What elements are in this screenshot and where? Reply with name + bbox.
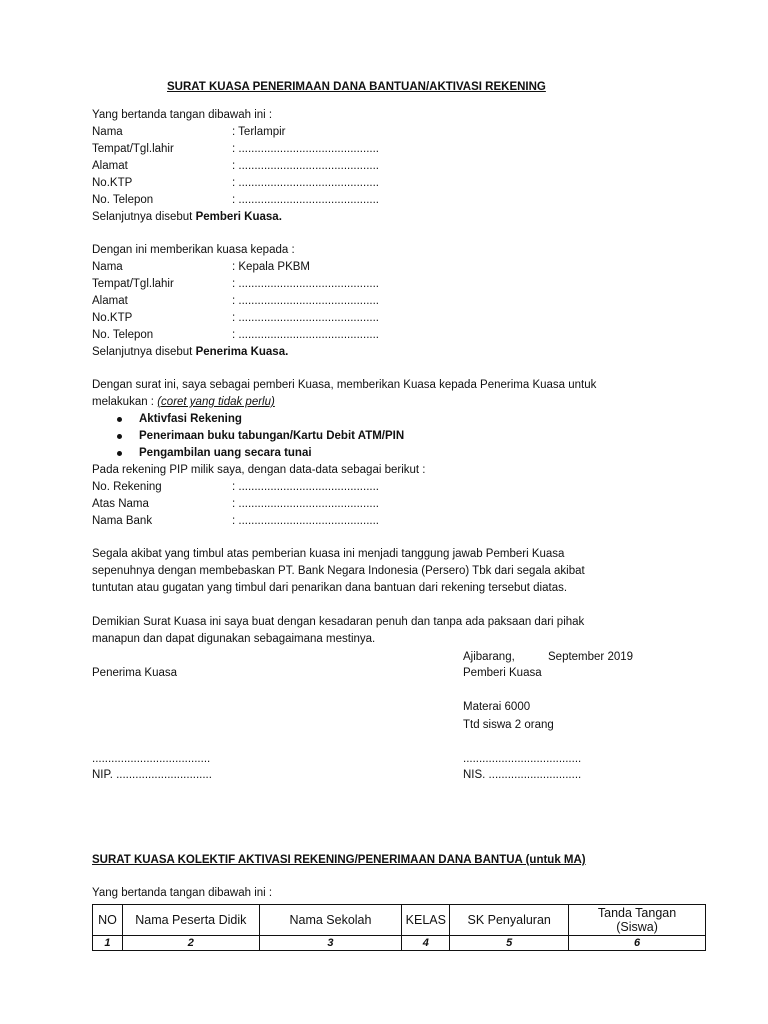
table-header-cell: KELAS — [402, 905, 450, 936]
field-label: No. Telepon — [92, 194, 154, 206]
note-bold: Penerima Kuasa. — [195, 346, 289, 358]
field-label: No.KTP — [92, 312, 133, 324]
penerima-kuasa-label: Penerima Kuasa — [92, 667, 178, 679]
left-signature-line: ..................................... — [92, 753, 211, 765]
table-cell: 4 — [402, 936, 450, 951]
field-value: : Kepala PKBM — [232, 261, 310, 273]
list-item: Aktivfasi Rekening — [139, 413, 242, 425]
field-label: Alamat — [92, 160, 128, 172]
kolektif-table — [92, 904, 706, 951]
field-value: : ............................................ — [232, 515, 379, 527]
field-value: : ............................................ — [232, 278, 379, 290]
field-label: Nama Bank — [92, 515, 153, 527]
bullet-icon — [117, 451, 122, 456]
field-label: Nama — [92, 261, 123, 273]
field-value: : ............................................ — [232, 143, 379, 155]
table-cell: 2 — [122, 936, 259, 951]
right-signature-line: ..................................... — [463, 753, 582, 765]
field-label: Tempat/Tgl.lahir — [92, 143, 174, 155]
table-header-cell: SK Penyaluran — [450, 905, 569, 936]
field-value: : ............................................ — [232, 498, 379, 510]
bullet-icon — [117, 434, 122, 439]
coret-note: (coret yang tidak perlu) — [157, 396, 275, 408]
place-text: Ajibarang, — [463, 651, 515, 663]
field-value: : ............................................ — [232, 329, 379, 341]
page-title: SURAT KUASA PENERIMAAN DANA BANTUAN/AKTIVASI REKENING — [167, 81, 546, 93]
table-header-cell: NO — [93, 905, 123, 936]
field-label: Nama — [92, 126, 123, 138]
nip-field: NIP. .............................. — [92, 769, 212, 781]
field-value: : ............................................ — [232, 295, 379, 307]
list-item: Penerimaan buku tabungan/Kartu Debit ATM/PIN — [139, 430, 405, 442]
section-title: SURAT KUASA KOLEKTIF AKTIVASI REKENING/PENERIMAAN DANA BANTUA (untuk MA) — [92, 854, 586, 866]
field-label: No. Telepon — [92, 329, 154, 341]
paragraph-line: Demikian Surat Kuasa ini saya buat dengan kesadaran penuh dan tanpa ada paksaan dari pihak — [92, 616, 585, 628]
field-label: No.KTP — [92, 177, 133, 189]
ttd-note: Ttd siswa 2 orang — [463, 719, 554, 731]
table-header-row — [93, 905, 706, 936]
field-value: : ............................................ — [232, 481, 379, 493]
table-header-cell: Nama Peserta Didik — [122, 905, 259, 936]
date-text: September 2019 — [548, 651, 634, 663]
note-bold: Pemberi Kuasa. — [195, 211, 282, 223]
note-prefix: Selanjutnya disebut — [92, 346, 193, 358]
materai-text: Materai 6000 — [463, 701, 531, 713]
table-cell: 1 — [93, 936, 123, 951]
table-number-row — [93, 936, 706, 951]
field-value: : ............................................ — [232, 177, 379, 189]
penerima-intro: Dengan ini memberikan kuasa kepada : — [92, 244, 295, 256]
paragraph-line: Segala akibat yang timbul atas pemberian kuasa ini menjadi tanggung jawab Pemberi Kuasa — [92, 548, 565, 560]
field-label: Atas Nama — [92, 498, 149, 510]
table-header-cell: Tanda Tangan (Siswa) — [569, 905, 706, 936]
field-value: : ............................................ — [232, 160, 379, 172]
pemberi-note — [92, 209, 282, 226]
field-value: : ............................................ — [232, 194, 379, 206]
paragraph-line: tuntutan atau gugatan yang timbul dari penarikan dana bantuan dari rekening tersebut diatas. — [92, 582, 568, 594]
field-label: No. Rekening — [92, 481, 162, 493]
field-value: : ............................................ — [232, 312, 379, 324]
note-prefix: Selanjutnya disebut — [92, 211, 193, 223]
table-header-cell: Nama Sekolah — [259, 905, 402, 936]
pemberi-kuasa-label: Pemberi Kuasa — [463, 667, 542, 679]
intro-text: Yang bertanda tangan dibawah ini : — [92, 887, 273, 899]
field-label: Alamat — [92, 295, 128, 307]
table-cell: 3 — [259, 936, 402, 951]
table-cell: 6 — [569, 936, 706, 951]
kuasa-line-2 — [92, 394, 275, 411]
kuasa-line-1: Dengan surat ini, saya sebagai pemberi Kuasa, memberikan Kuasa kepada Penerima Kuasa untuk — [92, 379, 597, 391]
paragraph-line: sepenuhnya dengan membebaskan PT. Bank Negara Indonesia (Persero) Tbk dari segala akibat — [92, 565, 585, 577]
bullet-icon — [117, 417, 122, 422]
nis-field: NIS. ............................. — [463, 769, 582, 781]
field-value: : Terlampir — [232, 126, 286, 138]
table-cell: 5 — [450, 936, 569, 951]
field-label: Tempat/Tgl.lahir — [92, 278, 174, 290]
kuasa-prefix: melakukan : — [92, 396, 155, 408]
paragraph-line: manapun dan dapat digunakan sebagaimana mestinya. — [92, 633, 376, 645]
rekening-intro: Pada rekening PIP milik saya, dengan data-data sebagai berikut : — [92, 464, 426, 476]
intro-text: Yang bertanda tangan dibawah ini : — [92, 109, 273, 121]
penerima-note — [92, 344, 288, 361]
list-item: Pengambilan uang secara tunai — [139, 447, 312, 459]
